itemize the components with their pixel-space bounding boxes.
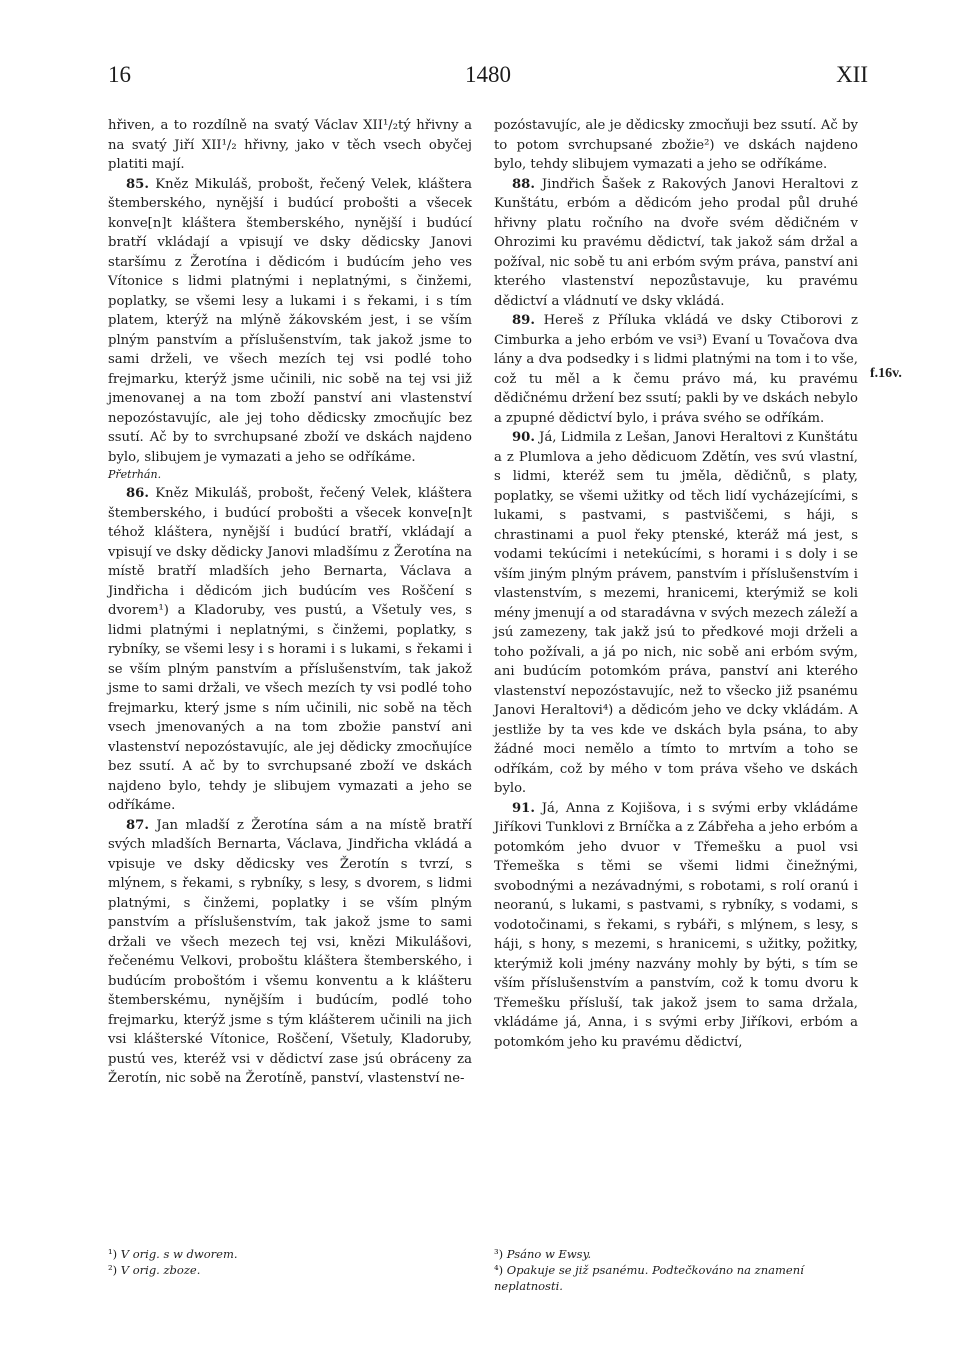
- entry-91: [494, 799, 858, 1053]
- folio-margin-note: f.16v.: [870, 366, 902, 381]
- entry-87: [108, 816, 472, 1089]
- footnote-mark: ¹): [108, 1247, 118, 1261]
- footnote-text: Opakuje se již psanému. Podtečkováno na znamení neplatnosti.: [494, 1263, 804, 1293]
- footnotes-left: [108, 1246, 472, 1278]
- footnote: [108, 1246, 472, 1262]
- right-column: [494, 116, 858, 1052]
- entry-text: Já, Anna z Kojišova, i s svými erby vkládáme Jiříkovi Tunklovi z Brníčka a z Zábřeha a jeho erbóm a potomkóm jeho dvuor v Třemešku a puol vsi Třemeška s těmi se všemi lidmi činežnými, svobodnými a nezávadnými, s robotami, s rolí oranú i neoranú, s lukami, s pastvami, s rybníky, s vodami, s vodotočinami, s řekami, s rybáři, s mlýnem, s lesy, s háji, s hony, s mezemi, s hranicemi, s užitky, požitky, kterýmiž koli jmény nazvány mohly by býti, s tím se vším příslušenstvím a panstvím, což k tomu dvoru k Třemešku přísluší, tak jakož jsem to sama držala, vkládáme já, Anna, i s svými erby Jiříkovi, erbóm a potomkóm jeho ku pravému dědictví,: [494, 800, 858, 1050]
- footnote-text: V orig. zboze.: [120, 1263, 201, 1277]
- paragraph-85-tail: [108, 116, 472, 175]
- entry-text: Jindřich Šašek z Rakových Janovi Heraltovi z Kunštátu, erbóm a dědicóm jeho prodal půl druhé hřivny platu ročního na dvoře svém dědičném v Ohrozimi ku pravému dědictví, tak jakož sám držal a požíval, nic sobě tu ani erbóm svým práva, panství ani kterého vlastenství nepozůstavuje, ku pravému dědictví a vládnutí ve dsky vkládá.: [494, 176, 858, 309]
- entry-89: [494, 311, 858, 428]
- footnotes-right: [494, 1246, 858, 1294]
- footnote-mark: ³): [494, 1247, 504, 1261]
- entry-number: 88.: [512, 176, 535, 192]
- note-text: Přetrhán.: [108, 468, 162, 481]
- entry-number: 90.: [512, 430, 535, 445]
- entry-88: [494, 175, 858, 312]
- entry-text: Kněz Mikuláš, probošt, řečený Velek, kláštera štemberského, i budúcí probošti a všecek konve[n]t téhož kláštera, nynější i budúcí bratří, vkládají a vpisují ve dsky dědicky Janovi mladšímu z Žerotína na místě bratří mladších jeho Bernarta, Václava a Jindřicha i dědicóm jich budúcím ves Roščení s dvorem¹) a Kladoruby, ves pustú, a Všetuly ves, s lidmi platnými i neplatnými, s činžemi, poplatky, s rybníky, se všemi lesy i s horami i s lukami, s řekami i se vším plným panstvím a příslušenstvím, tak jakož jsme to sami držali, ve všech mezích ty vsi podlé toho frejmarku, který jsme s ním učinili, nic sobě na těch vsech jmenovaných a na tom zbožie panství ani vlastenství nepozóstavujíc, ale jej dědicky zmocňujíce bez ssutí. A ač by to svrchupsané zboží ve dskách najdeno bylo, tehdy je slibujem vymazati a jeho se odříkáme.: [108, 486, 472, 813]
- footnote-text: V orig. s w dworem.: [120, 1247, 238, 1261]
- entry-number: 85.: [126, 176, 149, 192]
- paragraph-text: hřiven, a to rozdílně na svatý Václav XII¹/₂tý hřivny a na svatý Jiří XII¹/₂ hřivny, jako v těch vsech obyčej platiti mají.: [108, 118, 472, 172]
- entry-86: [108, 484, 472, 816]
- footnote-mark: ²): [108, 1263, 118, 1277]
- annotation-note: [108, 467, 472, 482]
- entry-85: [108, 175, 472, 468]
- footnote-mark: ⁴): [494, 1263, 504, 1277]
- entry-text: Kněz Mikuláš, probošt, řečený Velek, kláštera štemberského, nynější i budúcí probošti a všecek konve[n]t kláštera štemberského, nynější i budúcí bratří vkládají a vpisují ve dsky dědicsky Janovi staršímu z Žerotína i dědicóm i budúcím jeho ves Vítonice s lidmi platnými i neplatnými, s činžemi, poplatky, se všemi lesy a lukami i s řekami, i s tím platem, kterýž na mlýně žákovském jest, i se vším plným panstvím a příslušenstvím, tak jakož jsme to sami drželi, ve všech mezích tej vsi podlé toho frejmarku, kterýž jsme učinili, nic sobě na tej vsi již jmenovanej a na tom zboží panství ani vlastenství nepozóstavujíc, ale jej toho dědicsky zmocňujíc bez ssutí. Ač by to svrchupsané zboží ve dskách najdeno bylo, slibujem je vymazati a jeho se odříkáme.: [108, 176, 472, 465]
- entry-text: Jan mladší z Žerotína sám a na místě bratří svých mladších Bernarta, Václava, Jindřicha vkládá a vpisuje ve dsky dědicsky ves Žerotín s tvrzí, s mlýnem, s řekami, s rybníky, s lesy, s dvorem, s lidmi platnými, s činžemi, poplatky i se vším plným panstvím a příslušenstvím, tak jakož jsme to sami držali ve všech mezech tej vsi, knězi Mikulášovi, řečenému Velkovi, proboštu kláštera štemberského, i budúcím proboštóm i všemu konventu a k klášteru štemberskému, nynějším i budúcím, podlé toho frejmarku, kterýž jsme s tým klášterem učinili na jich vsi klášterské Vítonice, Roščení, Všetuly, Kladoruby, pustú ves, kteréž vsi v dědictví zase jsú obráceny za Žerotín, nic sobě na Žerotíně, panství, vlastenství ne-: [108, 817, 472, 1086]
- entry-number: 86.: [126, 486, 149, 501]
- volume-number: XII: [836, 62, 868, 87]
- entry-number: 91.: [512, 800, 535, 816]
- footnote: [494, 1262, 858, 1294]
- paragraph-text: pozóstavujíc, ale je dědicsky zmocňuji bez ssutí. Ač by to potom svrchupsané zbožie²) ve dskách najdeno bylo, tehdy slibujem vymazati a jeho se odříkáme.: [494, 118, 858, 172]
- footnote: [108, 1262, 472, 1278]
- entry-number: 87.: [126, 817, 149, 833]
- entry-number: 89.: [512, 313, 535, 328]
- left-column: [108, 116, 472, 1089]
- page-number: 16: [108, 62, 131, 87]
- footnote-text: Psáno w Ewsy.: [506, 1247, 592, 1261]
- entry-text: Hereš z Příluka vkládá ve dsky Ctiborovi z Cimburka a jeho erbóm ve vsi³) Evaní u Tovačova dva lány a dva podsedky i s lidmi platnými na tom i to vše, což tu měl a k čemu právo má, ku pravému dědičnému držení bez ssutí; pakli by ve dskách nebylo a zpupné dědictví bylo, i práva svého se odříkám.: [494, 313, 858, 426]
- running-header: [108, 62, 868, 92]
- year-heading: 1480: [465, 62, 511, 87]
- entry-text: Já, Lidmila z Lešan, Janovi Heraltovi z Kunštátu a z Plumlova a jeho dědicuom Zdětín, ves svú vlastní, s lidmi, kteréž sem tu jměla, dědičnů, s platy, poplatky, se všemi užitky od těch lidí vycházejícími, s lukami, s pastvami, s pastviščemi, s háji, s chrastinami a puol řeky ptenské, kteráž má jest, s vodami tekúcími i netekúcími, s horami i s doly i se vším jiným plným právem, panstvím i příslušenstvím i vlastenstvím, s mezemi, hranicemi, kterýmiž se koli mény jmenují a od staradávna v svých mezech záleží a jsú zamezeny, tak jakž jsú to předkové moji drželi a toho požívali, a já po nich, nic sobě ani erbóm svým, ani budúcím potomkóm práva, panství ani kterého vlastenství nepozóstavujíc, než to všecko již psanému Janovi Heraltovi⁴) a dědicóm jeho ve dcky vkládám. A jestliže by ta ves kde ve dskách byla psána, to aby žádné moci nemělo a tímto to mrtvím a toho se odříkám, což by mého v tom práva všeho ve dskách bylo.: [494, 430, 858, 796]
- entry-90: [494, 428, 858, 799]
- footnote: [494, 1246, 858, 1262]
- paragraph-87-tail: [494, 116, 858, 175]
